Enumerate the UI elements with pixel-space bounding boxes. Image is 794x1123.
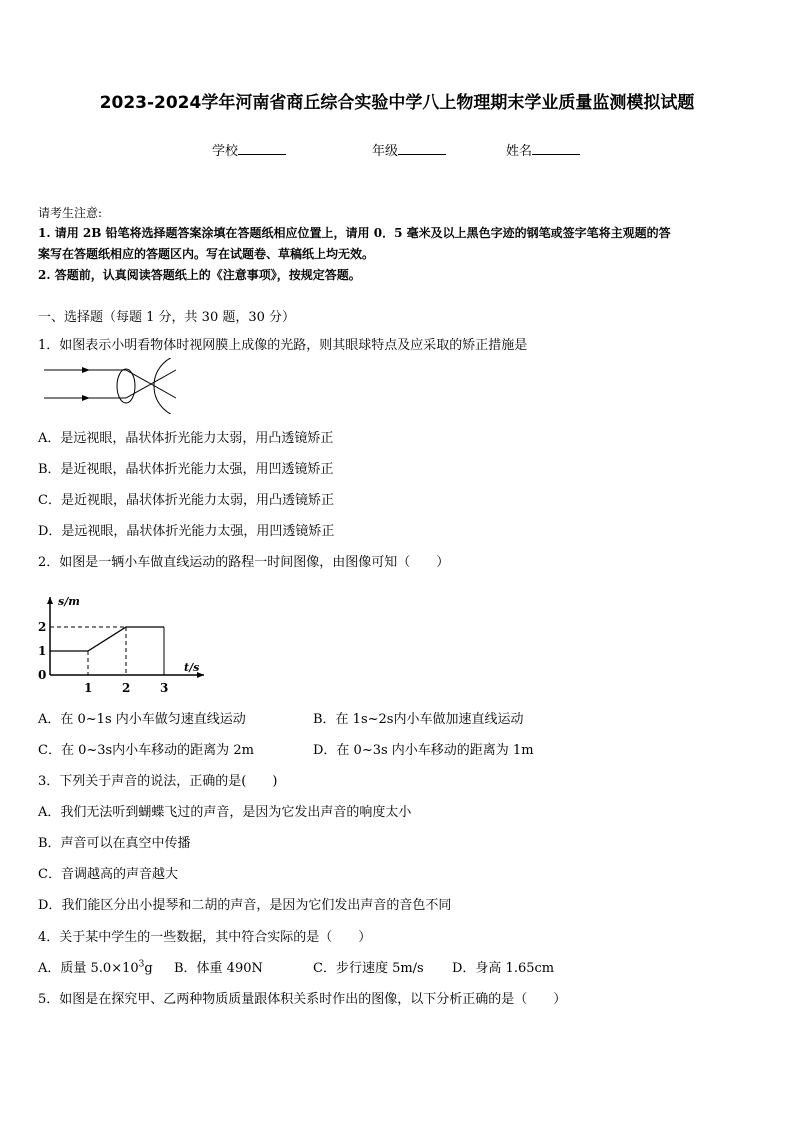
q3-stem: 3．下列关于声音的说法，正确的是( )	[38, 774, 278, 789]
q3-option-b: B．声音可以在真空中传播	[38, 836, 191, 851]
x-tick-label: 1	[84, 681, 93, 695]
q1-option-c: C．是近视眼，晶状体折光能力太弱，用凸透镜矫正	[38, 493, 334, 508]
q2-option-d: D．在 0~3s 内小车移动的距离为 1m	[313, 743, 534, 758]
school-blank	[238, 142, 286, 155]
q4-option-d: D．身高 1.65cm	[452, 961, 555, 976]
q4-option-a-text: A．质量 5.0×10	[38, 961, 139, 976]
q5-stem: 5．如图是在探究甲、乙两种物质质量跟体积关系时作出的图像，以下分析正确的是（ ）	[38, 992, 567, 1007]
q2-option-a: A．在 0~1s 内小车做匀速直线运动	[38, 712, 246, 727]
arrow-top-icon	[82, 367, 90, 373]
y-axis-arrow-icon	[47, 597, 53, 604]
section-heading: 一、选择题（每题 1 分，共 30 题，30 分）	[38, 310, 296, 325]
q4-option-a-exponent: 3	[138, 959, 145, 970]
name-blank	[532, 142, 580, 155]
notice-heading: 请考生注意:	[38, 206, 103, 220]
q4-stem: 4．关于某中学生的一些数据，其中符合实际的是（ ）	[38, 930, 372, 945]
eyeball-outline	[154, 358, 182, 414]
q3-option-d: D．我们能区分出小提琴和二胡的声音，是因为它们发出声音的音色不同	[38, 898, 452, 913]
x-axis-label: t/s	[184, 661, 200, 674]
q1-option-b: B．是近视眼，晶状体折光能力太强，用凹透镜矫正	[38, 462, 334, 477]
st-graph	[30, 580, 240, 695]
notice-item-1-line-2: 案写在答题纸相应的答题区内。写在试题卷、草稿纸上均无效。	[38, 247, 375, 261]
notice-item-2: 2. 答题前，认真阅读答题纸上的《注意事项》，按规定答题。	[38, 268, 361, 282]
school-label: 学校	[212, 144, 239, 159]
y-tick-label: 2	[38, 620, 47, 634]
grade-label: 年级	[372, 144, 399, 159]
grade-blank	[398, 142, 446, 155]
q4-option-a	[38, 957, 153, 976]
q1-option-d: D．是远视眼，晶状体折光能力太强，用凹透镜矫正	[38, 524, 335, 539]
y-axis-label: s/m	[58, 595, 80, 608]
y-tick-label: 1	[38, 644, 47, 658]
q3-option-a: A．我们无法听到蝴蝶飞过的声音，是因为它发出声音的响度太小	[38, 805, 412, 820]
q1-stem: 1．如图表示小明看物体时视网膜上成像的光路，则其眼球特点及应采取的矫正措施是	[38, 338, 528, 353]
x-tick-label: 0	[38, 668, 47, 682]
q4-option-a-unit: g	[144, 961, 153, 976]
exam-title: 2023-2024学年河南省商丘综合实验中学八上物理期末学业质量监测模拟试题	[99, 93, 695, 113]
school-field	[212, 140, 286, 159]
st-series-line	[50, 627, 164, 651]
notice-item-1-line-1: 1. 请用 2B 铅笔将选择题答案涂填在答题纸相应位置上，请用 0．5 毫米及以上黑色字迹的钢笔或签字笔将主观题的答	[38, 226, 671, 240]
arrow-bottom-icon	[82, 395, 90, 401]
eye-diagram	[42, 358, 182, 414]
q2-stem: 2．如图是一辆小车做直线运动的路程一时间图像，由图像可知（ ）	[38, 555, 450, 570]
name-field	[506, 140, 580, 159]
name-label: 姓名	[506, 144, 533, 159]
q4-option-c: C．步行速度 5m/s	[313, 961, 424, 976]
q2-option-b: B．在 1s~2s内小车做加速直线运动	[313, 712, 524, 727]
q2-option-c: C．在 0~3s内小车移动的距离为 2m	[38, 743, 254, 758]
x-tick-label: 3	[160, 681, 169, 695]
q1-option-a: A．是远视眼，晶状体折光能力太弱，用凸透镜矫正	[38, 431, 334, 446]
x-tick-label: 2	[122, 681, 131, 695]
grade-field	[372, 140, 446, 159]
q3-option-c: C．音调越高的声音越大	[38, 867, 178, 882]
q4-option-b: B．体重 490N	[174, 961, 263, 976]
